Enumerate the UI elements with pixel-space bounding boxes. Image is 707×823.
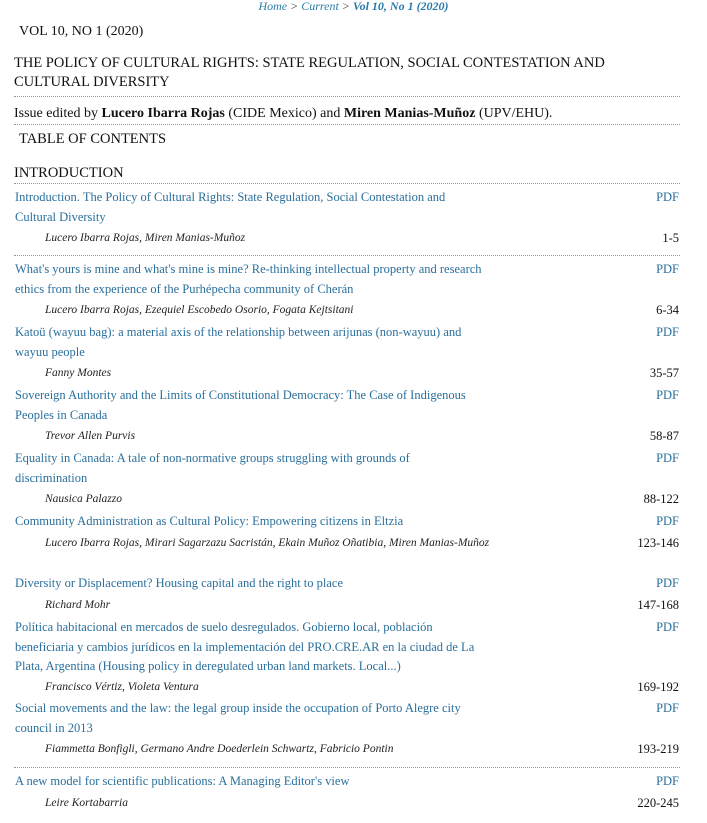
divider [14, 96, 680, 97]
pdf-link[interactable]: PDF [656, 325, 679, 339]
editor-affiliation: (CIDE Mexico) and [224, 106, 344, 121]
pdf-link[interactable]: PDF [656, 190, 679, 204]
article-authors: Lucero Ibarra Rojas, Miren Manias-Muñoz [45, 232, 246, 244]
toc-heading: TABLE OF CONTENTS [19, 131, 167, 147]
edited-prefix: Issue edited by [14, 106, 102, 121]
article-pages: 58-87 [649, 429, 679, 443]
pdf-link[interactable]: PDF [656, 262, 679, 276]
article-authors: Trevor Allen Purvis [45, 430, 136, 442]
article-authors: Lucero Ibarra Rojas, Mirari Sagarzazu Sacristán, Ekain Muñoz Oñatibia, Miren Manias-Muñoz [45, 537, 490, 549]
pdf-link[interactable]: PDF [656, 620, 679, 634]
article-title-link[interactable]: Política habitacional en mercados de suelo desregulados. Gobierno local, población beneficiaria y cambios jurídicos en la implementación del PRO.CRE.AR en la ciudad de La Plata, Argentina (Housing policy in deregulated urban land markets. Local...) [15, 620, 475, 673]
pdf-link[interactable]: PDF [656, 576, 679, 590]
article-pages: 1-5 [662, 231, 679, 245]
article-title-link[interactable]: Social movements and the law: the legal group inside the occupation of Porto Alegre city council in 2013 [15, 701, 461, 735]
editor-name: Miren Manias-Muñoz [343, 106, 476, 121]
divider [14, 124, 680, 125]
issue-volume: VOL 10, NO 1 (2020) [19, 24, 144, 39]
issue-editors [14, 106, 552, 122]
pdf-link[interactable]: PDF [656, 774, 679, 788]
article-authors: Richard Mohr [45, 599, 111, 611]
pdf-link[interactable]: PDF [656, 451, 679, 465]
article-pages: 123-146 [637, 536, 679, 550]
divider [14, 183, 680, 184]
pdf-link[interactable]: PDF [656, 514, 679, 528]
breadcrumb [0, 0, 707, 13]
breadcrumb-separator: > [290, 0, 299, 13]
breadcrumb-home-link[interactable]: Home [258, 0, 288, 13]
article-title-link[interactable]: What's yours is mine and what's mine is mine? Re-thinking intellectual property and research ethics from the experience of the Purhépecha community of Cherán [15, 262, 482, 296]
article-authors: Leire Kortabarria [45, 797, 128, 809]
pdf-link[interactable]: PDF [656, 701, 679, 715]
breadcrumb-current-link[interactable]: Current [301, 0, 339, 13]
article-pages: 193-219 [637, 742, 679, 756]
article-pages: 35-57 [649, 366, 679, 380]
article-pages: 147-168 [637, 598, 679, 612]
breadcrumb-separator: > [341, 0, 350, 13]
article-title-link[interactable]: Diversity or Displacement? Housing capital and the right to place [15, 576, 344, 590]
article-authors: Fanny Montes [45, 367, 112, 379]
editor-name: Lucero Ibarra Rojas [101, 106, 225, 121]
article-pages: 88-122 [643, 492, 679, 506]
article-title-link[interactable]: Community Administration as Cultural Policy: Empowering citizens in Eltzia [15, 514, 404, 528]
article-pages: 169-192 [637, 680, 679, 694]
divider [14, 767, 680, 768]
article-title-link[interactable]: Introduction. The Policy of Cultural Rights: State Regulation, Social Contestation and Cultural Diversity [15, 190, 446, 224]
divider [14, 255, 680, 256]
issue-title: THE POLICY OF CULTURAL RIGHTS: STATE REGULATION, SOCIAL CONTESTATION AND CULTURAL DIVERSITY [14, 55, 605, 90]
article-title-link[interactable]: Sovereign Authority and the Limits of Constitutional Democracy: The Case of Indigenous Peoples in Canada [15, 388, 466, 422]
article-title-link[interactable]: Equality in Canada: A tale of non-normative groups struggling with grounds of discrimination [15, 451, 410, 485]
pdf-link[interactable]: PDF [656, 388, 679, 402]
article-title-link[interactable]: Katoü (wayuu bag): a material axis of the relationship between arijunas (non-wayuu) and wayuu people [15, 325, 462, 359]
article-authors: Nausica Palazzo [45, 493, 122, 505]
article-authors: Lucero Ibarra Rojas, Ezequiel Escobedo Osorio, Fogata Kejtsitani [45, 304, 354, 316]
breadcrumb-issue: Vol 10, No 1 (2020) [352, 0, 449, 13]
article-pages: 220-245 [637, 796, 679, 810]
section-heading: INTRODUCTION [14, 165, 124, 181]
article-authors: Fiammetta Bonfigli, Germano Andre Doederlein Schwartz, Fabricio Pontin [45, 743, 394, 755]
article-pages: 6-34 [656, 303, 679, 317]
editor-affiliation: (UPV/EHU). [475, 106, 553, 121]
article-authors: Francisco Vértiz, Violeta Ventura [45, 681, 199, 693]
article-title-link[interactable]: A new model for scientific publications: A Managing Editor's view [15, 774, 350, 788]
